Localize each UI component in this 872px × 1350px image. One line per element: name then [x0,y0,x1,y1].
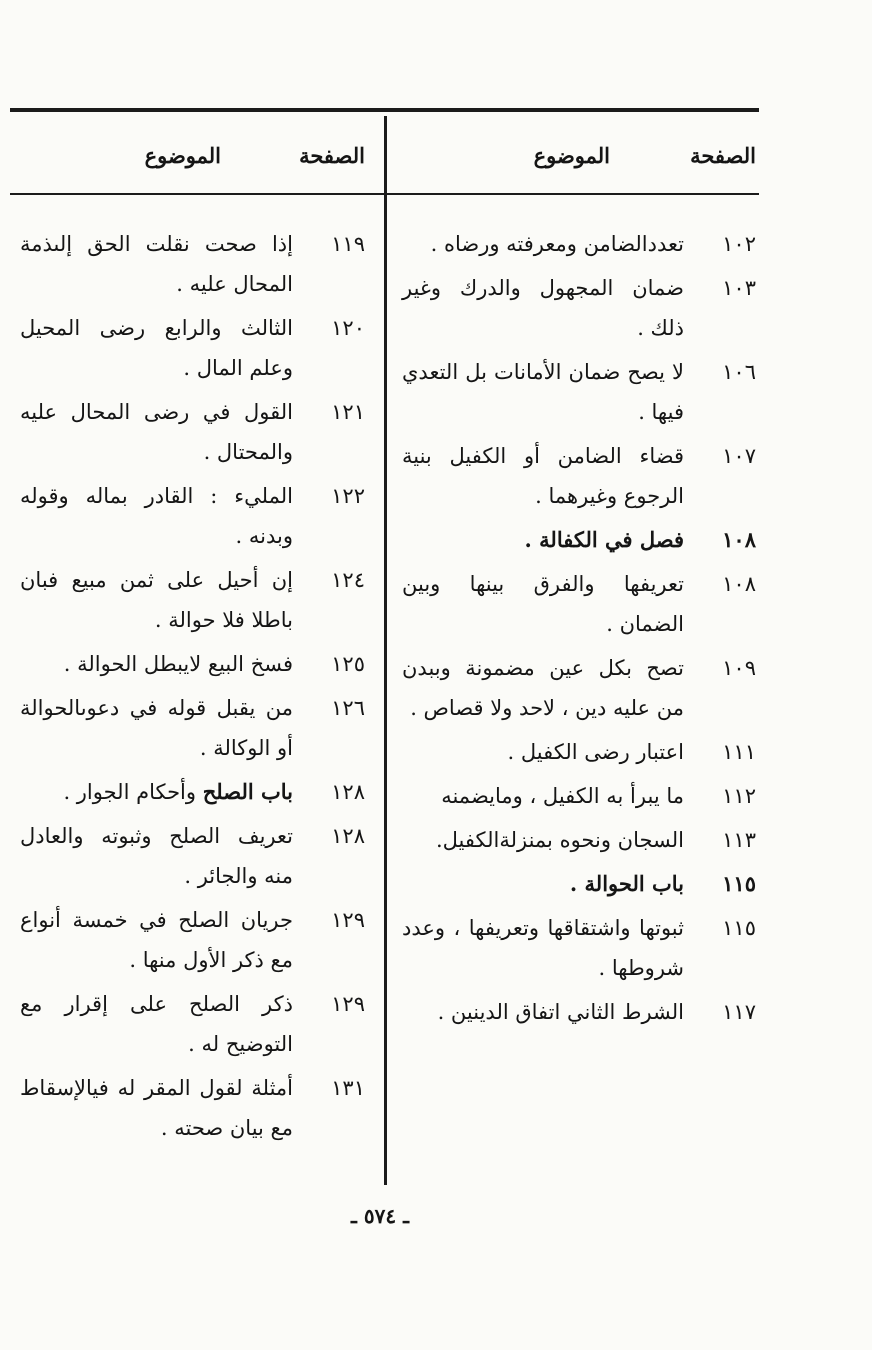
subject-column-label: الموضوع [533,143,610,168]
index-entry [402,224,760,264]
column-header-right [402,116,760,194]
entry-page-number: ١٣١ [331,1076,365,1100]
index-entry [20,308,369,388]
index-entry [402,648,760,728]
entry-subject: من يقبل قوله في دعوىالحوالة أو الوكالة . [20,696,293,760]
entry-page-number: ١٠٧ [722,444,756,468]
entry-subject: فسخ البيع لايبطل الحوالة . [63,652,293,676]
entry-subject: المليء : القادر بماله وقوله وبدنه . [20,484,293,548]
entry-page-number: ١٢٤ [331,568,365,592]
entry-page-number: ١١١ [722,740,756,764]
index-entry [402,992,760,1032]
entry-subject: لا يصح ضمان الأمانات بل التعدي فيها . [402,360,684,424]
entry-subject: ثبوتها واشتقاقها وتعريفها ، وعدد شروطها . [402,916,684,980]
index-entry [20,900,369,980]
entry-subject: تعريف الصلح وثبوته والعادل منه والجائر . [20,824,293,888]
entry-subject: أمثلة لقول المقر له فيالإسقاط مع بيان صحته . [20,1076,293,1140]
entry-page-number: ١١٩ [331,232,365,256]
entry-page-number: ١٠٩ [722,656,756,680]
entry-subject: إن أحيل على ثمن مبيع فبان باطلا فلا حوالة . [20,568,293,632]
entry-subject: الشرط الثاني اتفاق الدينين . [437,1000,684,1024]
subject-column-label: الموضوع [144,143,221,168]
entry-subject: اعتبار رضى الكفيل . [507,740,684,764]
entry-page-number: ١١٥ [722,871,756,896]
index-entry [402,436,760,516]
entry-subject: جريان الصلح في خمسة أنواع مع ذكر الأول منها . [20,908,293,972]
index-entry [20,392,369,472]
entry-page-number: ١٠٣ [722,276,756,300]
index-entry [20,644,369,684]
entry-page-number: ١٠٨ [722,527,756,552]
index-entry [20,688,369,768]
entry-subject: ذكر الصلح على إقرار مع التوضيح له . [20,992,293,1056]
entry-page-number: ١٢٦ [331,696,365,720]
entry-page-number: ١١٢ [722,784,756,808]
index-entry [20,1068,369,1148]
entry-page-number: ١٢٢ [331,484,365,508]
entry-page-number: ١٠٨ [722,572,756,596]
index-entry [20,224,369,304]
index-column-left [20,116,369,1152]
index-entry [20,476,369,556]
entry-subject: تعددالضامن ومعرفته ورضاه . [430,232,684,256]
entries-left [20,224,369,1148]
entry-page-number: ١٠٢ [722,232,756,256]
entry-page-number: ١٢١ [331,400,365,424]
entry-subject: باب الحوالة . [569,871,684,896]
index-entry [402,864,760,904]
entry-subject [20,772,303,812]
column-header-left [20,116,369,194]
entry-page-number: ١١٧ [722,1000,756,1024]
entry-page-number: ١٢٩ [331,908,365,932]
entry-subject: السجان ونحوه بمنزلةالكفيل. [435,828,684,852]
index-entry [402,352,760,432]
index-entry [402,520,760,560]
entry-page-number: ١٢٥ [331,652,365,676]
index-entry [20,984,369,1064]
page-column-label: الصفحة [690,143,756,168]
index-entry [402,564,760,644]
entry-page-number: ١٢٨ [331,824,365,848]
entries-right [402,224,760,1032]
entry-subject: قضاء الضامن أو الكفيل بنية الرجوع وغيرهما . [402,444,684,508]
index-entry [402,776,760,816]
page-number: ـ ٥٧٤ ـ [351,1204,409,1228]
index-entry [20,560,369,640]
entry-page-number: ١٢٠ [331,316,365,340]
entry-subject: القول في رضى المحال عليه والمحتال . [20,400,293,464]
index-entry [402,732,760,772]
top-rule [10,108,759,112]
entry-subject: ضمان المجهول والدرك وغير ذلك . [402,276,684,340]
entry-subject: تعريفها والفرق بينها وبين الضمان . [402,572,684,636]
page-column-label: الصفحة [299,143,365,168]
entry-subject: فصل في الكفالة . [524,527,684,552]
entry-page-number: ١٠٦ [722,360,756,384]
column-divider [384,116,387,1185]
entry-page-number: ١٢٨ [331,780,365,804]
entry-page-number: ١٢٩ [331,992,365,1016]
index-entry [402,908,760,988]
entry-page-number: ١١٣ [722,828,756,852]
index-column-right [402,116,760,1036]
entry-subject: إذا صحت نقلت الحق إلىذمة المحال عليه . [20,232,293,296]
index-entry [402,820,760,860]
index-entry [20,772,369,812]
entry-subject: الثالث والرابع رضى المحيل وعلم المال . [20,316,293,380]
entry-subject-rest: وأحكام الجوار . [63,780,203,804]
entry-page-number: ١١٥ [722,916,756,940]
index-entry [402,268,760,348]
index-entry [20,816,369,896]
entry-subject-bold: باب الصلح [202,779,293,804]
entry-subject: تصح بكل عين مضمونة وببدن من عليه دين ، لاحد ولا قصاص . [402,656,684,720]
entry-subject: ما يبرأ به الكفيل ، ومايضمنه [441,784,684,808]
